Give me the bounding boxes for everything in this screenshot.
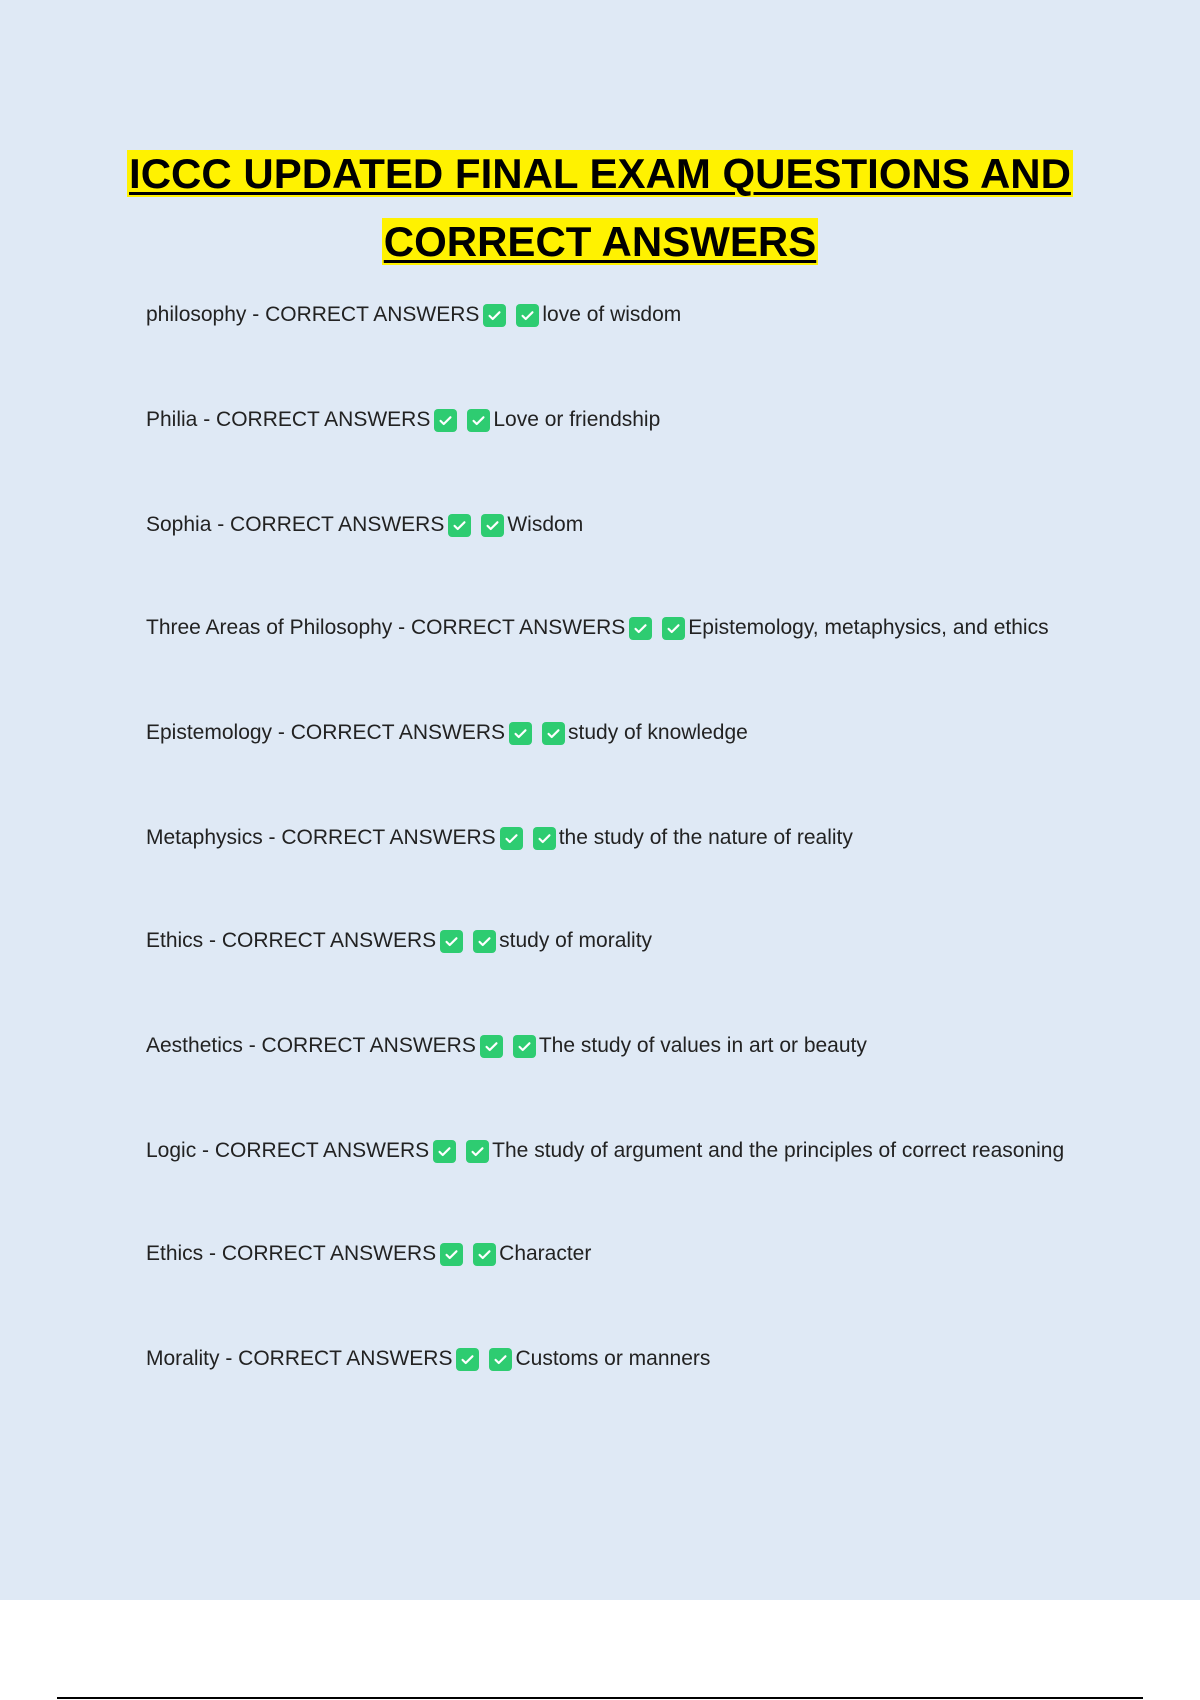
title-line-1: ICCC UPDATED FINAL EXAM QUESTIONS AND [129,150,1071,197]
check-mark-icon [433,1140,456,1163]
check-mark-icon [629,617,652,640]
check-mark-icon [509,722,532,745]
qa-term: Ethics - CORRECT ANSWERS [146,1242,437,1265]
footer-divider [57,1697,1143,1699]
qa-answer: Epistemology, metaphysics, and ethics [688,616,1049,639]
check-mark-icon [662,617,685,640]
check-mark-icon [467,409,490,432]
check-mark-icon [434,409,457,432]
qa-answer: Character [499,1242,592,1265]
check-mark-icon [480,1035,503,1058]
qa-item [146,1239,591,1269]
qa-term: Ethics - CORRECT ANSWERS [146,929,437,952]
qa-item [146,405,660,435]
qa-item [146,1031,867,1061]
check-mark-icon [473,930,496,953]
qa-term: Morality - CORRECT ANSWERS [146,1347,453,1370]
qa-item [146,926,652,956]
check-mark-icon [513,1035,536,1058]
check-mark-icon [456,1348,479,1371]
qa-item [146,823,853,853]
check-mark-icon [481,514,504,537]
check-mark-icon [440,1243,463,1266]
qa-answer: love of wisdom [542,303,682,326]
qa-item [146,1344,710,1374]
check-mark-icon [473,1243,496,1266]
check-mark-icon [489,1348,512,1371]
qa-term: Aesthetics - CORRECT ANSWERS [146,1034,476,1057]
qa-term: Sophia - CORRECT ANSWERS [146,513,445,536]
qa-answer: The study of argument and the principles of correct reasoning [492,1139,1065,1162]
qa-item [146,300,681,330]
check-mark-icon [448,514,471,537]
check-mark-icon [440,930,463,953]
qa-term: Epistemology - CORRECT ANSWERS [146,721,506,744]
check-mark-icon [516,304,539,327]
qa-term: Three Areas of Philosophy - CORRECT ANSWERS [146,616,626,639]
qa-term: Philia - CORRECT ANSWERS [146,408,431,431]
check-mark-icon [500,827,523,850]
qa-answer: the study of the nature of reality [558,826,853,849]
check-mark-icon [542,722,565,745]
qa-answer: The study of values in art or beauty [538,1034,867,1057]
qa-term: Logic - CORRECT ANSWERS [146,1139,430,1162]
qa-answer: study of knowledge [568,721,748,744]
qa-answer: Love or friendship [493,408,661,431]
title-line-2: CORRECT ANSWERS [383,218,817,265]
check-mark-icon [533,827,556,850]
qa-item [146,718,748,748]
qa-item [146,510,583,540]
qa-item [146,613,1049,643]
qa-term: Metaphysics - CORRECT ANSWERS [146,826,496,849]
check-mark-icon [466,1140,489,1163]
qa-answer: Customs or manners [515,1347,711,1370]
qa-item [146,1136,1064,1166]
qa-term: philosophy - CORRECT ANSWERS [146,303,480,326]
qa-answer: study of morality [499,929,653,952]
qa-answer: Wisdom [507,513,584,536]
check-mark-icon [483,304,506,327]
